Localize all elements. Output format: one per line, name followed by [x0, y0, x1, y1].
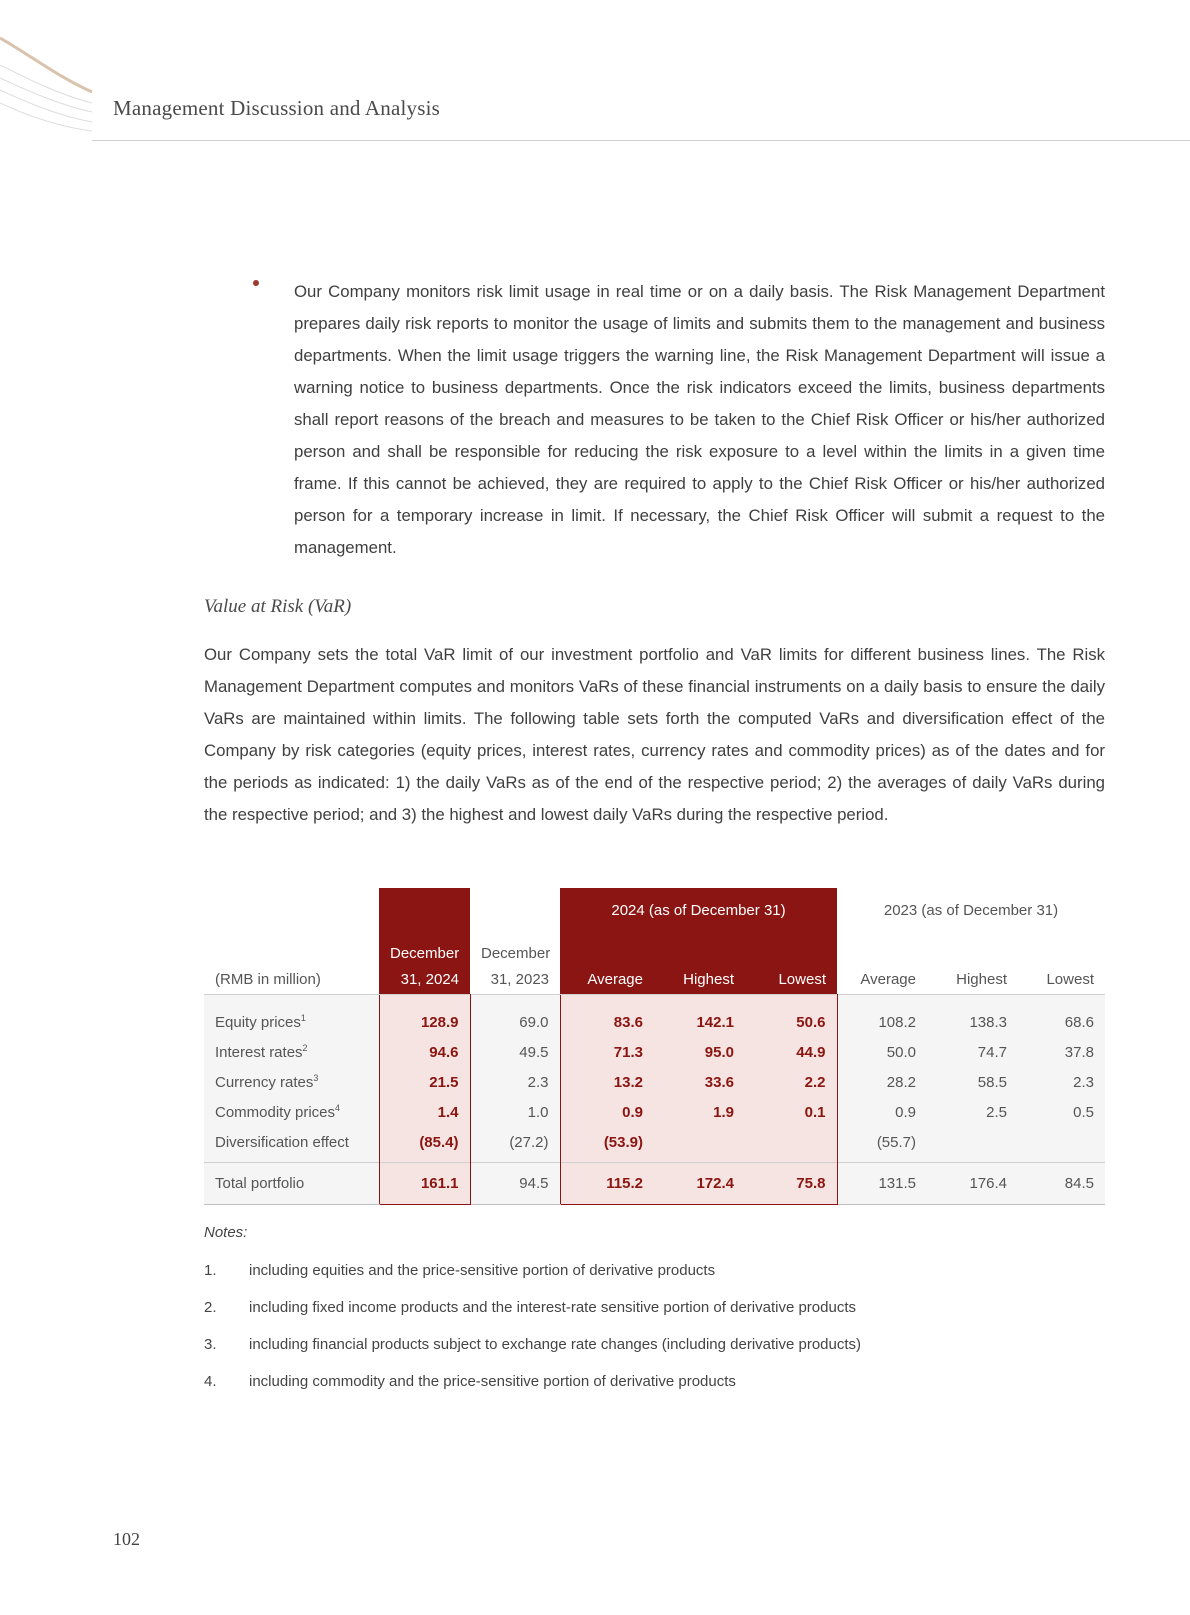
total-high2024: 172.4	[654, 1163, 745, 1205]
cell-high2024: 142.1	[654, 995, 745, 1038]
row-label: Diversification effect	[215, 1133, 349, 1151]
cell-avg2024: 83.6	[560, 995, 654, 1038]
cell-high2023: 58.5	[927, 1067, 1018, 1097]
note-text: including financial products subject to exchange rate changes (including derivative products)	[249, 1336, 862, 1353]
dec2024-header-bg	[379, 888, 470, 932]
section-heading: Value at Risk (VaR)	[204, 596, 352, 617]
cell-low2024	[745, 1127, 837, 1163]
row-label: Currency rates	[215, 1074, 314, 1091]
cell-avg2024: 71.3	[560, 1037, 654, 1067]
group-2023-header: 2023 (as of December 31)	[883, 901, 1059, 919]
table-row	[204, 1097, 1105, 1127]
cell-dec2024: 21.5	[379, 1067, 470, 1097]
low2023-header: Lowest	[1046, 970, 1094, 988]
cell-low2024: 0.1	[745, 1097, 837, 1127]
avg2024-header: Average	[560, 964, 654, 995]
footnote-ref: 2	[302, 1043, 308, 1053]
note-number: 2.	[204, 1299, 217, 1316]
table-row	[204, 1067, 1105, 1097]
footnote-ref: 4	[335, 1103, 341, 1113]
header-decoration-arcs	[0, 0, 100, 145]
cell-dec2024: 128.9	[379, 995, 470, 1038]
table-row	[204, 995, 1105, 1038]
cell-low2024: 44.9	[745, 1037, 837, 1067]
cell-dec2024: (85.4)	[379, 1127, 470, 1163]
dec2023-header-line2: 31, 2023	[490, 970, 549, 988]
note-text: including fixed income products and the interest-rate sensitive portion of derivative products	[249, 1299, 856, 1316]
table-row	[204, 1037, 1105, 1067]
note-number: 1.	[204, 1262, 217, 1279]
cell-low2023: 68.6	[1018, 995, 1105, 1038]
cell-avg2023: 50.0	[837, 1037, 927, 1067]
low2024-header: Lowest	[745, 964, 837, 995]
high2024-header: Highest	[654, 964, 745, 995]
header-divider	[92, 140, 1190, 141]
footnote-ref: 3	[313, 1073, 319, 1083]
cell-high2024: 33.6	[654, 1067, 745, 1097]
row-label: Commodity prices	[215, 1104, 336, 1121]
bullet-point-icon	[253, 280, 259, 286]
avg2023-header: Average	[860, 970, 916, 988]
cell-high2024: 95.0	[654, 1037, 745, 1067]
total-label: Total portfolio	[204, 1163, 379, 1205]
total-low2023: 84.5	[1018, 1163, 1105, 1205]
note-text: including commodity and the price-sensitive portion of derivative products	[249, 1373, 736, 1390]
cell-low2023	[1018, 1127, 1105, 1163]
cell-avg2024: 0.9	[560, 1097, 654, 1127]
cell-avg2024: (53.9)	[560, 1127, 654, 1163]
cell-low2023: 37.8	[1018, 1037, 1105, 1067]
total-high2023: 176.4	[927, 1163, 1018, 1205]
note-text: including equities and the price-sensitive portion of derivative products	[249, 1262, 716, 1279]
high2023-header: Highest	[956, 970, 1007, 988]
total-avg2024: 115.2	[560, 1163, 654, 1205]
section-paragraph: Our Company sets the total VaR limit of our investment portfolio and VaR limits for different business lines. The Risk Management Department computes and monitors VaRs of these financial instruments on a daily basis to ensure the daily VaRs are maintained within limits. The following table sets forth the computed VaRs and diversification effect of the Company by risk categories (equity prices, interest rates, currency rates and commodity prices) as of the dates and for the periods as indicated: 1) the daily VaRs as of the end of the respective period; 2) the averages of daily VaRs during the respective period; and 3) the highest and lowest daily VaRs during the respective period.	[204, 645, 1105, 824]
total-avg2023: 131.5	[837, 1163, 927, 1205]
total-row	[204, 1163, 1105, 1205]
dec2024-header-line2: 31, 2024	[379, 964, 470, 995]
row-label: Equity prices	[215, 1014, 301, 1031]
cell-high2023	[927, 1127, 1018, 1163]
unit-label: (RMB in million)	[215, 970, 321, 988]
cell-dec2023: (27.2)	[470, 1127, 560, 1163]
cell-high2023: 74.7	[927, 1037, 1018, 1067]
cell-low2023: 0.5	[1018, 1097, 1105, 1127]
cell-avg2024: 13.2	[560, 1067, 654, 1097]
total-low2024: 75.8	[745, 1163, 837, 1205]
cell-avg2023: (55.7)	[837, 1127, 927, 1163]
total-dec2024: 161.1	[379, 1163, 470, 1205]
cell-low2024: 2.2	[745, 1067, 837, 1097]
dec2024-header-line1: December	[379, 932, 470, 964]
cell-avg2023: 0.9	[837, 1097, 927, 1127]
cell-dec2023: 49.5	[470, 1037, 560, 1067]
table-row	[204, 1127, 1105, 1163]
cell-dec2024: 1.4	[379, 1097, 470, 1127]
row-label: Interest rates	[215, 1044, 303, 1061]
cell-avg2023: 108.2	[837, 995, 927, 1038]
footnote-ref: 1	[300, 1013, 306, 1023]
note-number: 4.	[204, 1373, 217, 1390]
dec2023-header-line1: December	[481, 945, 551, 962]
note-number: 3.	[204, 1336, 217, 1353]
cell-dec2023: 1.0	[470, 1097, 560, 1127]
page-number: 102	[113, 1529, 140, 1549]
var-table	[204, 888, 1105, 1205]
cell-low2023: 2.3	[1018, 1067, 1105, 1097]
notes-title: Notes:	[204, 1224, 248, 1241]
cell-high2023: 2.5	[927, 1097, 1018, 1127]
cell-high2023: 138.3	[927, 995, 1018, 1038]
cell-dec2023: 69.0	[470, 995, 560, 1038]
cell-high2024: 1.9	[654, 1097, 745, 1127]
cell-high2024	[654, 1127, 745, 1163]
bullet-paragraph: Our Company monitors risk limit usage in real time or on a daily basis. The Risk Management Department prepares daily risk reports to monitor the usage of limits and submits them to the management and business departments. When the limit usage triggers the warning line, the Risk Management Department will issue a warning notice to business departments. Once the risk indicators exceed the limits, business departments shall report reasons of the breach and measures to be taken to the Chief Risk Officer or his/her authorized person and shall be responsible for reducing the risk exposure to a level within the limits in a given time frame. If this cannot be achieved, they are required to apply to the Chief Risk Officer or his/her authorized person for a temporary increase in limit. If necessary, the Chief Risk Officer will submit a request to the management.	[294, 282, 1105, 557]
page-header-title: Management Discussion and Analysis	[113, 96, 441, 120]
cell-dec2023: 2.3	[470, 1067, 560, 1097]
cell-avg2023: 28.2	[837, 1067, 927, 1097]
cell-low2024: 50.6	[745, 995, 837, 1038]
total-dec2023: 94.5	[470, 1163, 560, 1205]
group-2024-header: 2024 (as of December 31)	[560, 888, 837, 932]
cell-dec2024: 94.6	[379, 1037, 470, 1067]
